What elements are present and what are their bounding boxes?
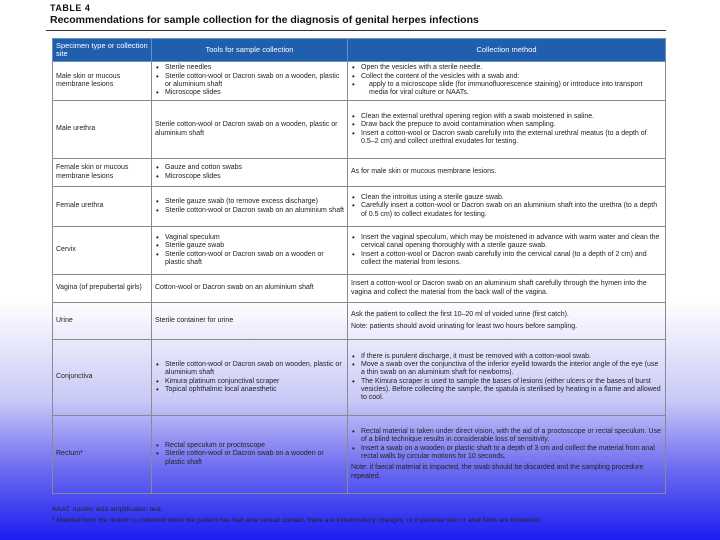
method-cell [348, 227, 666, 275]
tool-item: • Sterile cotton-wool or Dacron swab on a wooden or plastic shaft [155, 450, 344, 467]
method-item: • The Kimura scraper is used to sample the bases of lesions (either ulcers or the bases of burst vesicles). Before collecting the sample, the spatula is sterilised by heating in a flame and allowed to cool. [351, 378, 662, 403]
method-cell [348, 187, 666, 227]
table-row [53, 303, 666, 340]
tool-item: • Microscope slides [155, 89, 344, 97]
header-row [53, 39, 666, 62]
method-item: • Rectal material is taken under direct vision, with the aid of a proctoscope or rectal speculum. Use of a blind technique results in considerable loss of sensitivity. [351, 428, 662, 445]
method-item: • Insert the vaginal speculum, which may be moistened in advance with warm water and clean the cervical canal opening thoroughly with a sterile gauze swab. [351, 234, 662, 251]
tool-item: • Sterile gauze swab [155, 242, 344, 250]
table-row [53, 416, 666, 494]
table-row [53, 340, 666, 416]
method-cell [348, 303, 666, 340]
method-text: Ask the patient to collect the first 10–20 ml of voided urine (first catch). [351, 311, 569, 319]
tool-item: • Kimura platinum conjunctival scraper [155, 378, 344, 386]
tool-item: • Sterile cotton-wool or Dacron swab on a wooden or plastic shaft [155, 251, 344, 268]
tools-cell: Sterile cotton-wool or Dacron swab on a wooden, plastic or aluminium shaft [152, 101, 348, 159]
specimen-cell: Cervix [53, 227, 152, 275]
header-specimen: Specimen type or collection site [53, 39, 152, 62]
tools-cell [152, 62, 348, 101]
tool-item: • Vaginal speculum [155, 234, 344, 242]
table-title: Recommendations for sample collection for the diagnosis of genital herpes infections [50, 14, 479, 26]
specimen-cell: Male urethra [53, 101, 152, 159]
method-item: • apply to a microscope slide (for immunofluorescence staining) or introduce into transport media for viral culture or NAATs. [351, 81, 662, 98]
method-cell [348, 101, 666, 159]
method-cell [348, 62, 666, 101]
tool-item: • Rectal speculum or proctoscope [155, 442, 344, 450]
specimen-cell: Urine [53, 303, 152, 340]
method-item: • Clean the external urethral opening region with a swab moistened in saline. [351, 113, 662, 121]
specimen-cell: Conjunctiva [53, 340, 152, 416]
method-cell: Insert a cotton-wool or Dacron swab on an aluminium shaft carefully through the hymen into the vagina and collect the material from the back wall of the vagina. [348, 275, 666, 303]
table-row [53, 62, 666, 101]
table-row [53, 227, 666, 275]
table-label: TABLE 4 [50, 3, 91, 13]
method-item: • Collect the content of the vesicles with a swab and: [351, 73, 662, 81]
method-item: • Draw back the prepuce to avoid contamination when sampling. [351, 121, 662, 129]
method-item: • Insert a cotton-wool or Dacron swab carefully into the external urethral meatus (to a depth of 0.5–2 cm) and collect urethral exudates for testing. [351, 130, 662, 147]
specimen-cell: Female skin or mucous membrane lesions [53, 159, 152, 187]
tools-cell: Sterile container for urine [152, 303, 348, 340]
tools-cell [152, 187, 348, 227]
method-cell [348, 340, 666, 416]
method-cell [348, 416, 666, 494]
method-item: • Open the vesicles with a sterile needle. [351, 64, 662, 72]
tool-item: • Sterile needles [155, 64, 344, 72]
method-item: • Insert a swab on a wooden or plastic shaft to a depth of 3 cm and collect the material from anal rectal walls by circular motions for 10 seconds. [351, 445, 662, 462]
document-page [46, 0, 666, 540]
tools-cell [152, 227, 348, 275]
table-row [53, 275, 666, 303]
method-item: • If there is purulent discharge, it must be removed with a cotton-wool swab. [351, 353, 662, 361]
method-item: • Insert a cotton-wool or Dacron swab carefully into the cervical canal (to a depth of 2 cm) and collect the material from lesions. [351, 251, 662, 268]
title-rule [46, 30, 666, 31]
tools-cell: Cotton-wool or Dacron swab on an aluminium shaft [152, 275, 348, 303]
method-item: • Move a swab over the conjunctiva of the inferior eyelid towards the interior angle of the eye (use a thin swab on an aluminium shaft for newborns). [351, 361, 662, 378]
method-cell: As for male skin or mucous membrane lesions. [348, 159, 666, 187]
tool-item: • Sterile cotton-wool or Dacron swab on an aluminium shaft [155, 207, 344, 215]
header-method: Collection method [348, 39, 666, 62]
method-note: Note: patients should avoid urinating for least two hours before sampling. [351, 322, 578, 330]
table-row [53, 101, 666, 159]
specimen-cell: Female urethra [53, 187, 152, 227]
recommendations-table [52, 38, 666, 494]
tools-cell [152, 340, 348, 416]
specimen-cell: Male skin or mucous membrane lesions [53, 62, 152, 101]
tool-item: • Sterile gauze swab (to remove excess discharge) [155, 198, 344, 206]
footnote-rectum: * Material from the rectum is collected when the patient has had anal sexual contact, there are inflammatory changes, or if perianal skin or anal folds are thickened. [52, 517, 542, 524]
tool-item: • Gauze and cotton swabs [155, 164, 344, 172]
table-row [53, 159, 666, 187]
method-item: • Carefully insert a cotton-wool or Dacron swab on an aluminium shaft into the urethra (to a depth of 0.5 cm) to collect exudates for testing. [351, 202, 662, 219]
tool-item: • Sterile cotton-wool or Dacron swab on wooden, plastic or aluminium shaft [155, 361, 344, 378]
method-note: Note: if faecal material is impacted, the swab should be discarded and the sampling procedure repeated. [351, 464, 644, 480]
specimen-cell: Rectum* [53, 416, 152, 494]
method-item: • Clean the introitus using a sterile gauze swab. [351, 194, 662, 202]
tools-cell [152, 416, 348, 494]
tool-item: • Topical ophthalmic local anaesthetic [155, 386, 344, 394]
specimen-cell: Vagina (of prepubertal girls) [53, 275, 152, 303]
tool-item: • Microscope slides [155, 173, 344, 181]
tool-item: • Sterile cotton-wool or Dacron swab on a wooden, plastic or aluminium shaft [155, 73, 344, 90]
tools-cell [152, 159, 348, 187]
table-row [53, 187, 666, 227]
footnote-naat: NAAT: nucleic acid amplification test. [52, 506, 163, 513]
header-tools: Tools for sample collection [152, 39, 348, 62]
